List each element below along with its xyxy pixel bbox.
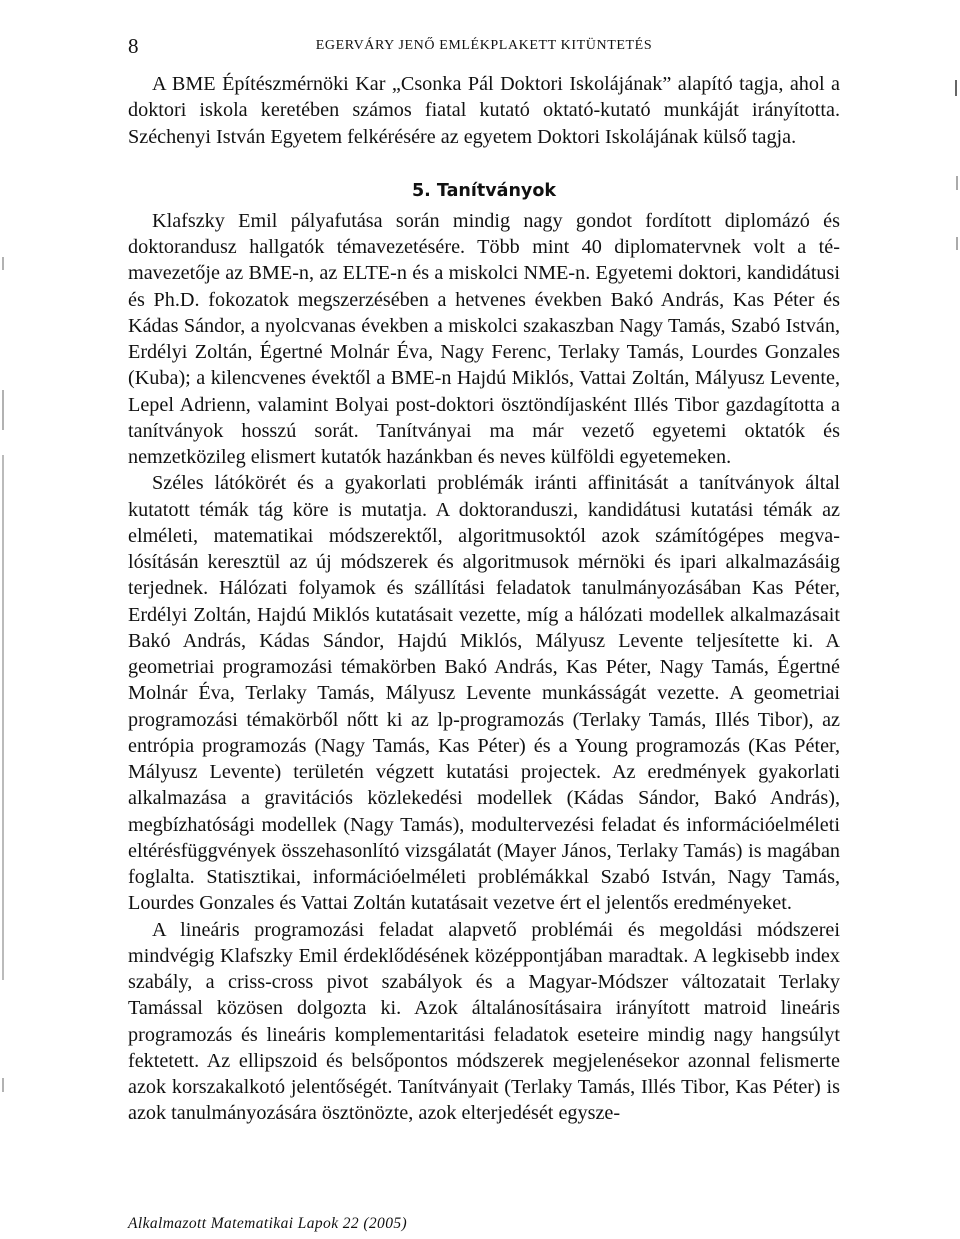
paragraph-linear-programming: A lineáris programozási feladat alapvető problémái és megoldási módszerei mindvégig Klafszky Emil érdeklődésének középpontjában maradtak. A legkisebb index szabály, a criss-cross pivot szabályok és a Magyar-Módszer változatait Terlaky Tamással közösen dolgozta ki. Azok általánosításaira irányított matroid lineáris programozás és lineáris komplementaritási feladatok eseteire mindig nagy hangsúlyt fektetett. Az ellipszoid és belsőpontos módszerek megjelenésekor azonnal felismerte azok korszakalkotó jelentőségét. Tanítványait (Terlaky Tamás, Illés Tibor, Kas Péter) is azok tanulmányozására ösztönözte, azok elterjedését egysze- [128, 918, 840, 1125]
section-heading: 5. Tanítványok [412, 180, 556, 201]
page-footer: Alkalmazott Matematikai Lapok 22 (2005) [128, 1215, 408, 1232]
paragraph-students: Klafszky Emil pályafutása során mindig nagy gondot fordított diplomázó és doktorandusz hallgatók témavezetésére. Több mint 40 diplomatervnek volt a témavezetője az BME-n, az ELTE-n és a miskolci NME-n. Egyetemi doktori, kandidátusi és Ph.D. fokozatok megszerzésében a hetvenes években Bakó András, Kas Péter és Kádas Sándor, a nyolcvanas években a miskolci szakaszban Nagy Tamás, Szabó István, Erdélyi Zoltán, Égertné Molnár Éva, Nagy Ferenc, Terlaky Tamás, Lourdes Gonzales (Kuba); a kilencvenes évektől a BME-n Hajdú Miklós, Vattai Zoltán, Mályusz Levente, Lepel Adrienn, valamint Bolyai post-doktori ösztöndíjasként Illés Tibor gazdagította a tanítványok hosszú sorát. Tanítványai ma már vezető egyetemi oktatók és nemzetközileg elismert kutatók hazánkban és neves külföldi egyetemeken. [128, 209, 840, 468]
paragraph-research-topics: Széles látókörét és a gyakorlati problémák iránti affinitását a tanítványok által kutatott témák tág köre is mutatja. A doktoranduszi, kandidátusi kutatási témák az elméleti, matematikai módszerektől, algoritmusoktól azok számítógépes megvalósításán keresztül az új módszerek és algoritmusok mérnöki és ipari alkalmazásáig terjednek. Hálózati folyamok és szállítási feladatok tanulmányozásában Kas Péter, Erdélyi Zoltán, Hajdú Miklós kutatásait vezette, míg a hálózati modellek alkalmazásait Bakó András, Kádas Sándor, Hajdú Miklós, Mályusz Levente teljesítette ki. A geometriai programozási témakörben Bakó András, Kas Péter, Nagy Tamás, Égertné Molnár Éva, Terlaky Tamás, Mályusz Levente munkásságát vezette. A geometriai programozási témakörből nőtt ki az lp-programozás (Terlaky Tamás, Illés Tibor), az entrópia programozás (Nagy Tamás, Kas Péter) és a Young programozás (Kas Péter, Mályusz Levente) területén végzett kutatási projectek. Az eredmények gyakorlati alkalmazása a gravitációs közlekedési modellek (Kádas Sándor, Bakó András), megbízhatósági modellek (Nagy Tamás), modultervezési feladat és információelméleti eltérésfüggvények összehasonlító vizsgálatát (Mayer János, Terlaky Tamás) is magában foglalta. Statisztikai, információelméleti problémákkal Szabó István, Nagy Tamás, Lourdes Gonzales és Vattai Zoltán kutatásait vezetve ért el jelentős eredményeket. [128, 472, 840, 915]
paragraph-intro: A BME Építészmérnöki Kar „Csonka Pál Doktori Iskolájának” alapító tagja, ahol a doktori iskola keretében számos fiatal kutató oktató-kutató munkáját irányította. Széchenyi István Egyetem felkérésére az egyetem Doktori Iskolájának külső tagja. [128, 73, 840, 148]
running-head: EGERVÁRY JENŐ EMLÉKPLAKETT KITÜNTETÉS [315, 38, 653, 53]
page-number: 8 [128, 34, 139, 58]
page-body [128, 71, 840, 1127]
page-header [128, 34, 840, 58]
